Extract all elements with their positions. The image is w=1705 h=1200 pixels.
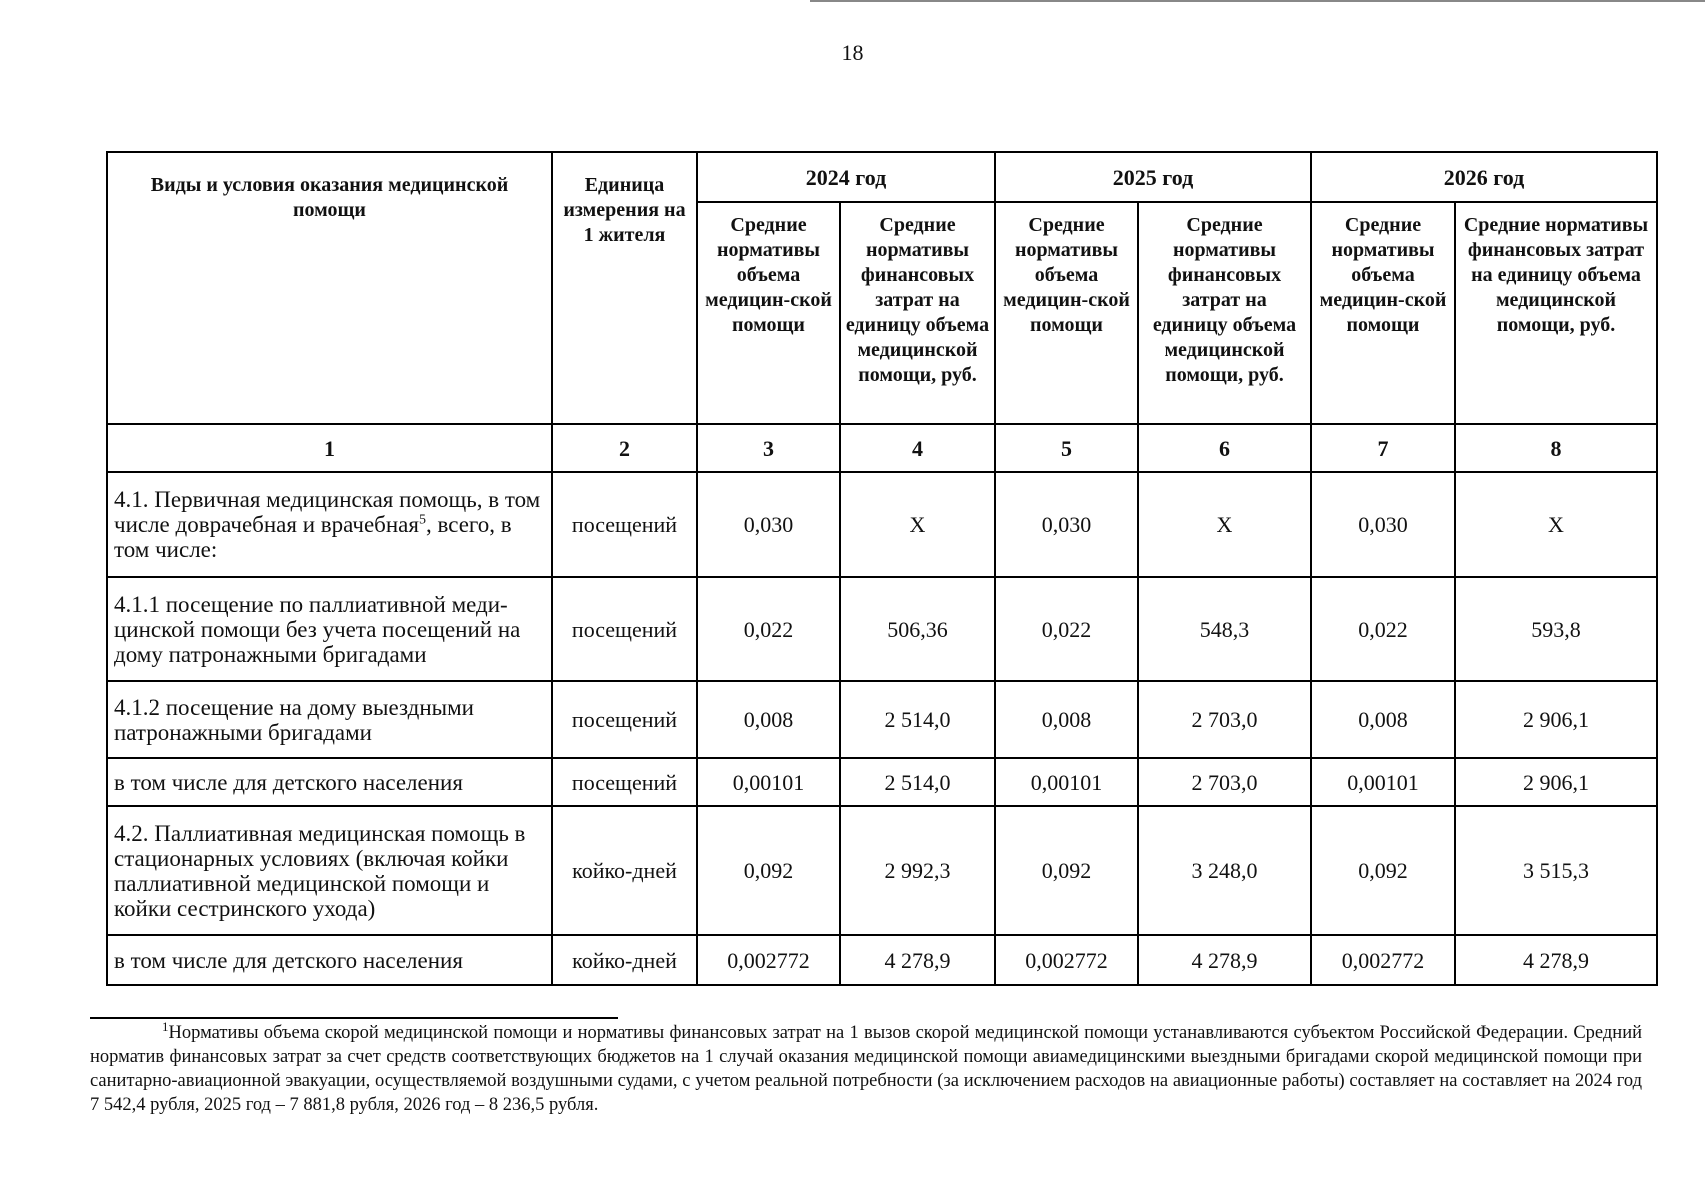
cell-volume-2025: 0,002772 (995, 935, 1138, 985)
cell-volume-2024: 0,092 (697, 806, 840, 935)
cell-cost-2024: 4 278,9 (840, 935, 995, 985)
cell-cost-2024: 2 992,3 (840, 806, 995, 935)
cell-volume-2024: 0,002772 (697, 935, 840, 985)
cell-volume-2025: 0,008 (995, 681, 1138, 758)
header-volume-2026: Средние нормативы объема медицин-ской помощи (1311, 202, 1455, 424)
row-name: в том числе для детского населения (107, 758, 552, 806)
row-unit: посещений (552, 472, 697, 577)
footnote-separator (90, 1017, 618, 1019)
header-year-2026: 2026 год (1311, 152, 1657, 202)
footnote-mark: 1 (162, 1018, 169, 1034)
header-year-2025: 2025 год (995, 152, 1311, 202)
column-number: 6 (1138, 424, 1311, 472)
table-row (107, 806, 1657, 935)
footnote-text: Нормативы объема скорой медицинской помощи и нормативы финансовых затрат на 1 вызов скорой медицинской помощи устанавливаются субъектом Российской Федерации. Средний норматив финансовых затрат за счет средств соответствующих бюджетов на 1 случай оказания медицинской помощи авиамедицинскими выездными бригадами скорой медицинской помощи при санитарно-авиационной эвакуации, осуществляемой воздушными судами, с учетом реальной потребности (за исключением расходов на авиационные работы) составляет на составляет на 2024 год 7 542,4 рубля, 2025 год – 7 881,8 рубля, 2026 год – 8 236,5 рубля. (90, 1023, 1642, 1115)
cell-volume-2024: 0,008 (697, 681, 840, 758)
cell-volume-2024: 0,00101 (697, 758, 840, 806)
cell-cost-2026: 3 515,3 (1455, 806, 1657, 935)
row-name: 4.1. Первичная медицинская помощь, в том числе доврачебная и врачебная$^5$, всего, в том числе: (107, 472, 552, 577)
table-row (107, 472, 1657, 577)
cell-cost-2024: 2 514,0 (840, 758, 995, 806)
table-row (107, 681, 1657, 758)
cell-cost-2024: 2 514,0 (840, 681, 995, 758)
cell-cost-2026: 2 906,1 (1455, 681, 1657, 758)
table-row (107, 935, 1657, 985)
cell-volume-2024: 0,022 (697, 577, 840, 681)
column-number: 5 (995, 424, 1138, 472)
cell-cost-2026: 2 906,1 (1455, 758, 1657, 806)
cell-cost-2025: 2 703,0 (1138, 681, 1311, 758)
cell-cost-2025: 3 248,0 (1138, 806, 1311, 935)
header-kind: Виды и условия оказания медицинской помощи (107, 152, 552, 424)
column-numbers-row (107, 424, 1657, 472)
row-unit: койко-дней (552, 806, 697, 935)
header-cost-2024: Средние нормативы финансовых затрат на единицу объема медицинской помощи, руб. (840, 202, 995, 424)
column-number: 1 (107, 424, 552, 472)
header-year-2024: 2024 год (697, 152, 995, 202)
cell-cost-2024: 506,36 (840, 577, 995, 681)
column-number: 4 (840, 424, 995, 472)
header-cost-2025: Средние нормативы финансовых затрат на единицу объема медицинской помощи, руб. (1138, 202, 1311, 424)
row-name: 4.2. Паллиативная медицинская помощь в стационарных условиях (включая койки паллиативной медицинской помощи и койки сестринского ухода) (107, 806, 552, 935)
cell-cost-2025: 4 278,9 (1138, 935, 1311, 985)
row-name: 4.1.2 посещение на дому выездными патронажными бригадами (107, 681, 552, 758)
column-number: 2 (552, 424, 697, 472)
row-unit: койко-дней (552, 935, 697, 985)
cell-volume-2025: 0,092 (995, 806, 1138, 935)
cell-volume-2024: 0,030 (697, 472, 840, 577)
footnote-ref: 5 (418, 512, 426, 528)
column-number: 8 (1455, 424, 1657, 472)
cell-volume-2025: 0,030 (995, 472, 1138, 577)
header-unit: Единица измерения на 1 жителя (552, 152, 697, 424)
cell-cost-2025: Х (1138, 472, 1311, 577)
page-number: 18 (841, 40, 864, 65)
norms-table (106, 151, 1658, 986)
cell-cost-2025: 548,3 (1138, 577, 1311, 681)
column-number: 3 (697, 424, 840, 472)
cell-volume-2025: 0,022 (995, 577, 1138, 681)
footnote (90, 1018, 1642, 1117)
header-row-years (107, 152, 1657, 202)
cell-volume-2026: 0,092 (1311, 806, 1455, 935)
row-name: 4.1.1 посещение по паллиативной меди-цинской помощи без учета посещений на дому патронажными бригадами (107, 577, 552, 681)
row-name: в том числе для детского населения (107, 935, 552, 985)
cell-cost-2025: 2 703,0 (1138, 758, 1311, 806)
table-row (107, 758, 1657, 806)
table-row (107, 577, 1657, 681)
header-cost-2026: Средние нормативы финансовых затрат на единицу объема медицинской помощи, руб. (1455, 202, 1657, 424)
cell-cost-2026: 593,8 (1455, 577, 1657, 681)
cell-volume-2026: 0,030 (1311, 472, 1455, 577)
cell-cost-2026: 4 278,9 (1455, 935, 1657, 985)
cell-cost-2024: Х (840, 472, 995, 577)
cell-cost-2026: Х (1455, 472, 1657, 577)
row-unit: посещений (552, 681, 697, 758)
cell-volume-2026: 0,008 (1311, 681, 1455, 758)
cell-volume-2025: 0,00101 (995, 758, 1138, 806)
cell-volume-2026: 0,022 (1311, 577, 1455, 681)
top-edge-rule (810, 0, 1705, 2)
row-unit: посещений (552, 758, 697, 806)
column-number: 7 (1311, 424, 1455, 472)
header-volume-2024: Средние нормативы объема медицин-ской помощи (697, 202, 840, 424)
header-volume-2025: Средние нормативы объема медицин-ской помощи (995, 202, 1138, 424)
row-unit: посещений (552, 577, 697, 681)
cell-volume-2026: 0,00101 (1311, 758, 1455, 806)
cell-volume-2026: 0,002772 (1311, 935, 1455, 985)
